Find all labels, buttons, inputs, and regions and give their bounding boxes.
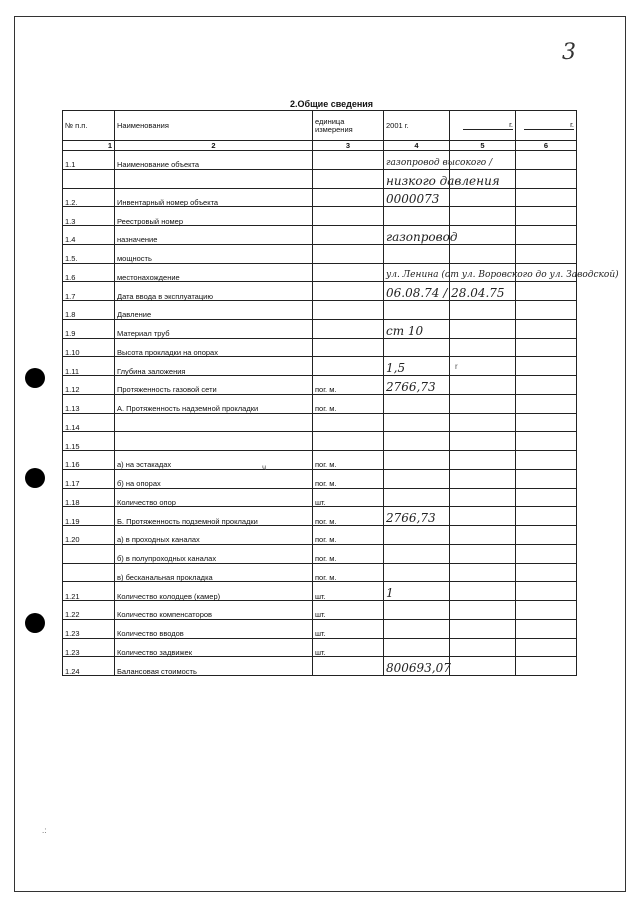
scan-speck: ч [262, 463, 267, 472]
binder-hole [25, 468, 45, 488]
row-number: 1.15 [63, 432, 115, 451]
table-row [63, 301, 577, 320]
row-unit: пог. м. [313, 376, 384, 395]
row-unit: пог. м. [313, 526, 384, 545]
row-number: 1.3 [63, 207, 115, 226]
row-value-6 [516, 282, 577, 301]
row-name: Инвентарный номер объекта [115, 188, 313, 207]
row-number: 1.11 [63, 357, 115, 376]
row-value-5 [450, 488, 516, 507]
column-number: 2 [115, 141, 313, 151]
row-name: А. Протяженность надземной прокладки [115, 394, 313, 413]
table-row [63, 169, 577, 188]
row-name: б) на опорах [115, 469, 313, 488]
row-value-5 [450, 657, 516, 676]
row-number: 1.17 [63, 469, 115, 488]
row-unit [313, 207, 384, 226]
row-value-6 [516, 544, 577, 563]
handwritten-value: ст 10 [386, 323, 424, 338]
row-number: 1.12 [63, 376, 115, 395]
column-number: 4 [384, 141, 450, 151]
row-value-2001 [384, 376, 450, 395]
section-title: 2.Общие сведения [290, 99, 374, 109]
table-row [63, 526, 577, 545]
row-name: Давление [115, 301, 313, 320]
row-number: 1.21 [63, 582, 115, 601]
row-unit: шт. [313, 488, 384, 507]
row-name: а) в проходных каналах [115, 526, 313, 545]
header-2001: 2001 г. [384, 111, 450, 141]
table-row [63, 657, 577, 676]
row-unit: пог. м. [313, 451, 384, 470]
header-unit: единица измерения [313, 111, 384, 141]
row-value-5 [450, 619, 516, 638]
row-unit [313, 432, 384, 451]
row-value-5 [450, 226, 516, 245]
row-number: 1.23 [63, 619, 115, 638]
row-value-6 [516, 244, 577, 263]
row-value-6 [516, 207, 577, 226]
row-value-6 [516, 301, 577, 320]
row-name: а) на эстакадах [115, 451, 313, 470]
row-number: 1.19 [63, 507, 115, 526]
row-value-6 [516, 226, 577, 245]
row-value-6 [516, 188, 577, 207]
row-name: Высота прокладки на опорах [115, 338, 313, 357]
row-unit [313, 226, 384, 245]
column-number: 3 [313, 141, 384, 151]
row-unit: шт. [313, 638, 384, 657]
row-name: Количество задвижек [115, 638, 313, 657]
row-unit [313, 319, 384, 338]
row-unit: пог. м. [313, 394, 384, 413]
scan-speck: .: [42, 826, 47, 835]
row-value-5 [450, 563, 516, 582]
row-value-2001 [384, 244, 450, 263]
row-value-6 [516, 638, 577, 657]
row-number: 1.18 [63, 488, 115, 507]
general-info-table [62, 110, 619, 676]
handwritten-value: газопровод высокого / [386, 157, 493, 168]
table-row [63, 338, 577, 357]
row-name: Б. Протяженность подземной прокладки [115, 507, 313, 526]
table-row [63, 469, 577, 488]
row-value-2001 [384, 469, 450, 488]
row-value-6 [516, 488, 577, 507]
table-row [63, 226, 577, 245]
row-value-2001 [384, 357, 450, 376]
row-value-2001 [384, 394, 450, 413]
row-value-2001 [384, 657, 450, 676]
row-value-5 [450, 244, 516, 263]
row-value-2001 [384, 282, 505, 301]
row-name: мощность [115, 244, 313, 263]
row-value-6 [516, 169, 577, 188]
row-value-5 [450, 638, 516, 657]
row-value-5 [450, 394, 516, 413]
table-row [63, 394, 577, 413]
row-value-5 [450, 451, 516, 470]
row-value-5 [450, 338, 516, 357]
row-value-6 [516, 451, 577, 470]
row-value-2001 [384, 432, 450, 451]
table-row [63, 582, 577, 601]
table-row [63, 601, 577, 620]
table-row [63, 432, 577, 451]
handwritten-value: 1,5 [386, 361, 406, 375]
row-value-6 [516, 394, 577, 413]
row-value-2001 [384, 301, 450, 320]
handwritten-value: ул. Ленина (от ул. Воровского до ул. Заводской) [386, 270, 619, 281]
row-value-6 [516, 432, 577, 451]
row-value-6 [516, 582, 577, 601]
row-value-6 [516, 563, 577, 582]
table-row [63, 619, 577, 638]
row-value-5 [450, 544, 516, 563]
row-number: 1.23 [63, 638, 115, 657]
column-number-row [63, 141, 577, 151]
row-unit: шт. [313, 601, 384, 620]
row-value-2001 [384, 601, 450, 620]
row-value-5 [450, 601, 516, 620]
header-year-5: г. [450, 111, 516, 141]
row-number [63, 563, 115, 582]
row-number: 1.4 [63, 226, 115, 245]
table-row [63, 507, 577, 526]
row-unit [313, 657, 384, 676]
header-no: № п.п. [63, 111, 115, 141]
row-name: Балансовая стоимость [115, 657, 313, 676]
row-name: б) в полупроходных каналах [115, 544, 313, 563]
table-row [63, 207, 577, 226]
row-name [115, 169, 313, 188]
row-value-2001 [384, 582, 450, 601]
row-value-5 [450, 432, 516, 451]
row-number: 1.6 [63, 263, 115, 282]
row-value-2001 [384, 169, 500, 188]
handwritten-value: 1 [386, 586, 394, 600]
row-value-6 [516, 338, 577, 357]
row-value-6 [516, 319, 577, 338]
row-unit: пог. м. [313, 507, 384, 526]
row-value-2001 [384, 507, 450, 526]
row-value-2001 [384, 563, 450, 582]
handwritten-value: 0000073 [386, 192, 440, 207]
header-year-6: г. [516, 111, 577, 141]
row-value-2001 [384, 207, 450, 226]
row-unit: пог. м. [313, 544, 384, 563]
row-number: 1.9 [63, 319, 115, 338]
handwritten-value: 06.08.74 / 28.04.75 [386, 286, 505, 300]
row-unit: пог. м. [313, 469, 384, 488]
row-name: Количество компенсаторов [115, 601, 313, 620]
row-unit [313, 263, 384, 282]
row-number: 1.8 [63, 301, 115, 320]
row-number: 1.14 [63, 413, 115, 432]
row-value-5 [450, 526, 516, 545]
table-row [63, 488, 577, 507]
row-number [63, 544, 115, 563]
table-row [63, 244, 577, 263]
row-name: в) бесканальная прокладка [115, 563, 313, 582]
row-number: 1.13 [63, 394, 115, 413]
row-unit [313, 188, 384, 207]
column-number: 1 [63, 141, 115, 151]
row-name: Количество опор [115, 488, 313, 507]
row-value-2001 [384, 151, 493, 170]
row-name [115, 432, 313, 451]
row-value-5 [450, 301, 516, 320]
row-number: 1.1 [63, 151, 115, 170]
row-value-2001 [384, 263, 619, 282]
row-unit [313, 301, 384, 320]
row-value-5 [450, 582, 516, 601]
table-row [63, 357, 577, 376]
row-name: назначение [115, 226, 313, 245]
row-number [63, 169, 115, 188]
table-header-row [63, 111, 577, 141]
row-name: Реестровый номер [115, 207, 313, 226]
handwritten-value: 2766,73 [386, 511, 436, 525]
row-unit: шт. [313, 619, 384, 638]
row-value-6 [516, 657, 577, 676]
row-number: 1.10 [63, 338, 115, 357]
row-value-6 [516, 413, 577, 432]
table-row [63, 563, 577, 582]
table-row [63, 376, 577, 395]
row-unit [313, 413, 384, 432]
binder-hole [25, 613, 45, 633]
row-value-5 [450, 469, 516, 488]
row-value-6 [516, 151, 577, 170]
row-value-5 [450, 376, 516, 395]
row-number: 1.24 [63, 657, 115, 676]
scan-speck: r [455, 362, 458, 371]
row-unit [313, 338, 384, 357]
row-number: 1.16 [63, 451, 115, 470]
row-unit [313, 151, 384, 170]
row-value-5 [450, 413, 516, 432]
row-number: 1.7 [63, 282, 115, 301]
table-row [63, 319, 577, 338]
row-value-2001 [384, 319, 450, 338]
table-row [63, 263, 577, 282]
row-value-5 [450, 207, 516, 226]
row-value-5 [450, 507, 516, 526]
row-name: Количество колодцев (камер) [115, 582, 313, 601]
row-value-2001 [384, 338, 450, 357]
row-unit [313, 357, 384, 376]
table-row [63, 413, 577, 432]
handwritten-value: 2766,73 [386, 379, 436, 394]
row-name: Количество вводов [115, 619, 313, 638]
row-value-6 [516, 507, 577, 526]
row-value-5 [450, 357, 516, 376]
column-number: 5 [450, 141, 516, 151]
row-value-6 [516, 376, 577, 395]
row-value-2001 [384, 544, 450, 563]
row-value-2001 [384, 638, 450, 657]
table-row [63, 638, 577, 657]
row-value-6 [516, 469, 577, 488]
row-value-6 [516, 357, 577, 376]
row-value-2001 [384, 451, 450, 470]
row-value-2001 [384, 526, 450, 545]
row-value-6 [516, 526, 577, 545]
table-row [63, 282, 577, 301]
table-row [63, 188, 577, 207]
row-value-5 [450, 188, 516, 207]
column-number: 6 [516, 141, 577, 151]
row-name: Наименование объекта [115, 151, 313, 170]
row-value-2001 [384, 619, 450, 638]
binder-hole [25, 368, 45, 388]
row-name: Глубина заложения [115, 357, 313, 376]
table-row [63, 451, 577, 470]
row-number: 1.22 [63, 601, 115, 620]
row-value-5 [450, 319, 516, 338]
page-number: 3 [562, 40, 576, 65]
row-name: Протяженность газовой сети [115, 376, 313, 395]
row-value-6 [516, 601, 577, 620]
row-value-6 [516, 619, 577, 638]
row-name: Материал труб [115, 319, 313, 338]
handwritten-value: 800693,07 [386, 661, 451, 675]
row-number: 1.5. [63, 244, 115, 263]
handwritten-value: низкого давления [386, 173, 500, 188]
table-row [63, 151, 577, 170]
row-value-2001 [384, 488, 450, 507]
row-unit [313, 282, 384, 301]
row-value-2001 [384, 188, 450, 207]
row-name: Дата ввода в эксплуатацию [115, 282, 313, 301]
handwritten-value: газопровод [386, 229, 458, 244]
row-value-2001 [384, 226, 458, 245]
row-unit [313, 169, 384, 188]
header-name: Наименования [115, 111, 313, 141]
row-value-2001 [384, 413, 450, 432]
row-number: 1.20 [63, 526, 115, 545]
row-unit: шт. [313, 582, 384, 601]
row-unit [313, 244, 384, 263]
row-name [115, 413, 313, 432]
table-row [63, 544, 577, 563]
row-unit: пог. м. [313, 563, 384, 582]
row-number: 1.2. [63, 188, 115, 207]
row-name: местонахождение [115, 263, 313, 282]
